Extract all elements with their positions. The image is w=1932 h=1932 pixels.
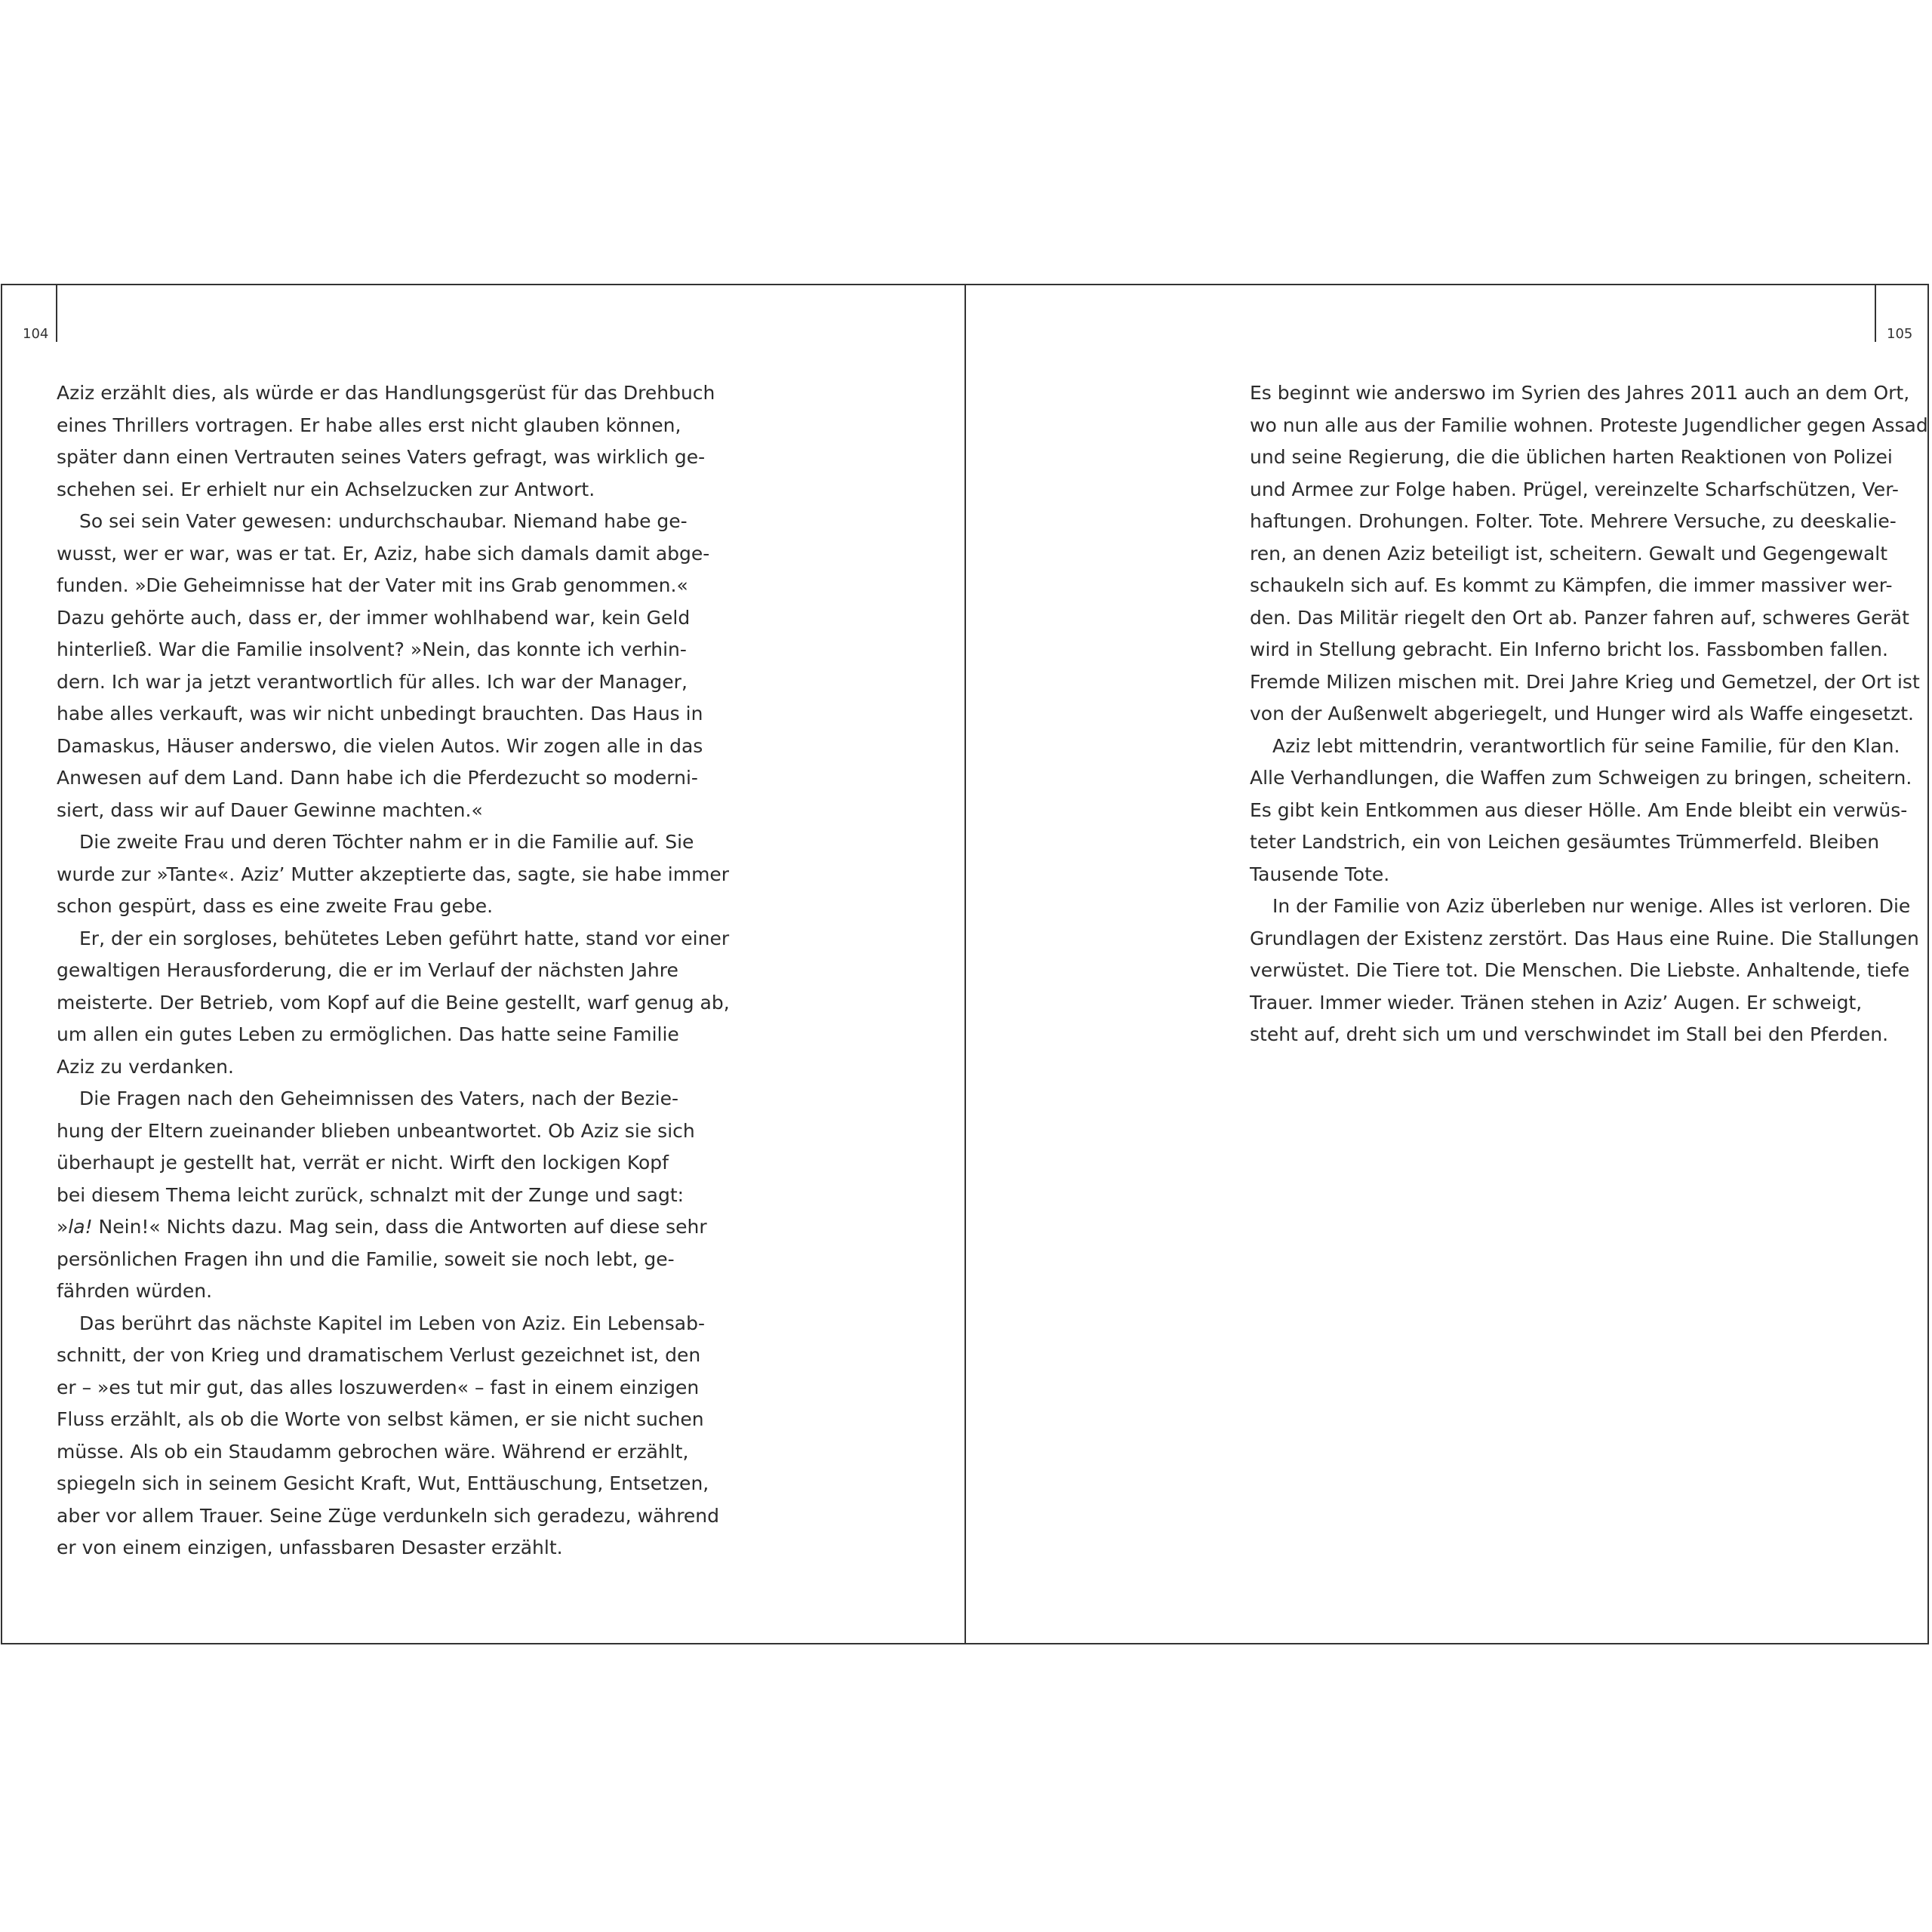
text-line: Alle Verhandlungen, die Waffen zum Schweigen zu bringen, scheitern. (1250, 767, 1912, 789)
text-line: Es gibt kein Entkommen aus dieser Hölle. Am Ende bleibt ein verwüs- (1250, 798, 1908, 821)
text-line: den. Das Militär riegelt den Ort ab. Panzer fahren auf, schweres Gerät (1250, 606, 1909, 629)
text-line: Die zweite Frau und deren Töchter nahm er in die Familie auf. Sie (79, 831, 694, 853)
text-line: Damaskus, Häuser anderswo, die vielen Autos. Wir zogen alle in das (57, 734, 703, 757)
text-line: Trauer. Immer wieder. Tränen stehen in Aziz’ Augen. Er schweigt, (1250, 991, 1863, 1014)
text-line: Das berührt das nächste Kapitel im Leben von Aziz. Ein Lebensab- (79, 1312, 705, 1334)
page-gutter (964, 284, 966, 1644)
text-line: wurde zur »Tante«. Aziz’ Mutter akzeptierte das, sagte, sie habe immer (57, 863, 730, 885)
text-line: müsse. Als ob ein Staudamm gebrochen wäre. Während er erzählt, (57, 1440, 689, 1463)
text-line: verwüstet. Die Tiere tot. Die Menschen. Die Liebste. Anhaltende, tiefe (1250, 959, 1910, 981)
text-line: dern. Ich war ja jetzt verantwortlich für alles. Ich war der Manager, (57, 670, 688, 693)
text-line: bei diesem Thema leicht zurück, schnalzt mit der Zunge und sagt: (57, 1183, 685, 1206)
text-line: Fremde Milizen mischen mit. Drei Jahre Krieg und Gemetzel, der Ort ist (1250, 670, 1920, 693)
text-line: schaukeln sich auf. Es kommt zu Kämpfen, die immer massiver wer- (1250, 574, 1893, 596)
text-line: Die Fragen nach den Geheimnissen des Vaters, nach der Bezie- (79, 1088, 679, 1109)
text-line: Er, der ein sorgloses, behütetes Leben geführt hatte, stand vor einer (79, 927, 730, 949)
text-line: von der Außenwelt abgeriegelt, und Hunger wird als Waffe eingesetzt. (1250, 703, 1914, 724)
text-line: eines Thrillers vortragen. Er habe alles erst nicht glauben können, (57, 414, 681, 436)
text-line: Aziz zu verdanken. (57, 1055, 234, 1078)
text-line: Aziz erzählt dies, als würde er das Handlungsgerüst für das Drehbuch (57, 382, 715, 404)
text-line: hinterließ. War die Familie insolvent? »Nein, das konnte ich verhin- (57, 638, 687, 660)
text-line: steht auf, dreht sich um und verschwindet im Stall bei den Pferden. (1250, 1023, 1889, 1045)
text-line: schnitt, der von Krieg und dramatischem Verlust gezeichnet ist, den (57, 1344, 701, 1366)
text-line: meisterte. Der Betrieb, vom Kopf auf die Beine gestellt, warf genug ab, (57, 991, 730, 1014)
text-line: er von einem einzigen, unfassbaren Desaster erzählt. (57, 1537, 563, 1558)
text-line: teter Landstrich, ein von Leichen gesäumtes Trümmerfeld. Bleiben (1250, 831, 1880, 853)
text-line: spiegeln sich in seinem Gesicht Kraft, Wut, Enttäuschung, Entsetzen, (57, 1472, 709, 1494)
text-line: und seine Regierung, die die üblichen harten Reaktionen von Polizei (1250, 446, 1893, 468)
text-line: fährden würden. (57, 1280, 213, 1302)
right-page-number: 105 (1887, 326, 1913, 342)
text-line: schon gespürt, dass es eine zweite Frau gebe. (57, 895, 494, 917)
text-line: Grundlagen der Existenz zerstört. Das Haus eine Ruine. Die Stallungen (1250, 927, 1919, 949)
left-page-marker (56, 285, 57, 342)
text-line: um allen ein gutes Leben zu ermöglichen. Das hatte seine Familie (57, 1023, 679, 1045)
text-line: später dann einen Vertrauten seines Vaters gefragt, was wirklich ge- (57, 446, 706, 468)
text-line: Fluss erzählt, als ob die Worte von selbst kämen, er sie nicht suchen (57, 1408, 704, 1430)
right-page-body (1250, 377, 1928, 1051)
text-line: wusst, wer er war, was er tat. Er, Aziz, habe sich damals damit abge- (57, 542, 710, 565)
text-line: überhaupt je gestellt hat, verrät er nicht. Wirft den lockigen Kopf (57, 1152, 669, 1174)
text-line: schehen sei. Er erhielt nur ein Achselzucken zur Antwort. (57, 478, 595, 500)
text-line: wo nun alle aus der Familie wohnen. Proteste Jugendlicher gegen Assad (1250, 414, 1928, 436)
text-line: hung der Eltern zueinander blieben unbeantwortet. Ob Aziz sie sich (57, 1119, 695, 1142)
text-line: Dazu gehörte auch, dass er, der immer wohlhabend war, kein Geld (57, 606, 691, 629)
text-segment: Nein!« Nichts dazu. Mag sein, dass die Antworten auf diese sehr (92, 1216, 707, 1238)
text-line: aber vor allem Trauer. Seine Züge verdunkeln sich geradezu, während (57, 1504, 720, 1527)
text-line: So sei sein Vater gewesen: undurchschaubar. Niemand habe ge- (79, 510, 688, 532)
text-line: habe alles verkauft, was wir nicht unbedingt brauchten. Das Haus in (57, 703, 703, 724)
italic-text-segment: la! (68, 1216, 93, 1238)
text-line: Tausende Tote. (1250, 863, 1390, 885)
text-line: funden. »Die Geheimnisse hat der Vater mit ins Grab genommen.« (57, 574, 688, 596)
text-line: persönlichen Fragen ihn und die Familie, soweit sie noch lebt, ge- (57, 1247, 675, 1270)
text-segment: » (57, 1216, 69, 1238)
text-line: Anwesen auf dem Land. Dann habe ich die Pferdezucht so moderni- (57, 767, 698, 789)
right-page-marker (1875, 285, 1876, 342)
left-page-body (57, 377, 730, 1564)
text-line: Es beginnt wie anderswo im Syrien des Jahres 2011 auch an dem Ort, (1250, 382, 1910, 404)
left-page-number: 104 (23, 326, 49, 342)
text-line: In der Familie von Aziz überleben nur wenige. Alles ist verloren. Die (1272, 895, 1911, 917)
text-line: gewaltigen Herausforderung, die er im Verlauf der nächsten Jahre (57, 959, 678, 981)
text-line: er – »es tut mir gut, das alles loszuwerden« – fast in einem einzigen (57, 1376, 700, 1398)
text-line: und Armee zur Folge haben. Prügel, vereinzelte Scharfschützen, Ver- (1250, 478, 1899, 500)
text-line (57, 1211, 707, 1244)
text-line: haftungen. Drohungen. Folter. Tote. Mehrere Versuche, zu deeskalie- (1250, 510, 1897, 532)
text-line: ren, an denen Aziz beteiligt ist, scheitern. Gewalt und Gegengewalt (1250, 542, 1888, 565)
text-line: siert, dass wir auf Dauer Gewinne machten.« (57, 798, 483, 821)
text-line: wird in Stellung gebracht. Ein Inferno bricht los. Fassbomben fallen. (1250, 638, 1888, 660)
text-line: Aziz lebt mittendrin, verantwortlich für seine Familie, für den Klan. (1272, 734, 1900, 757)
